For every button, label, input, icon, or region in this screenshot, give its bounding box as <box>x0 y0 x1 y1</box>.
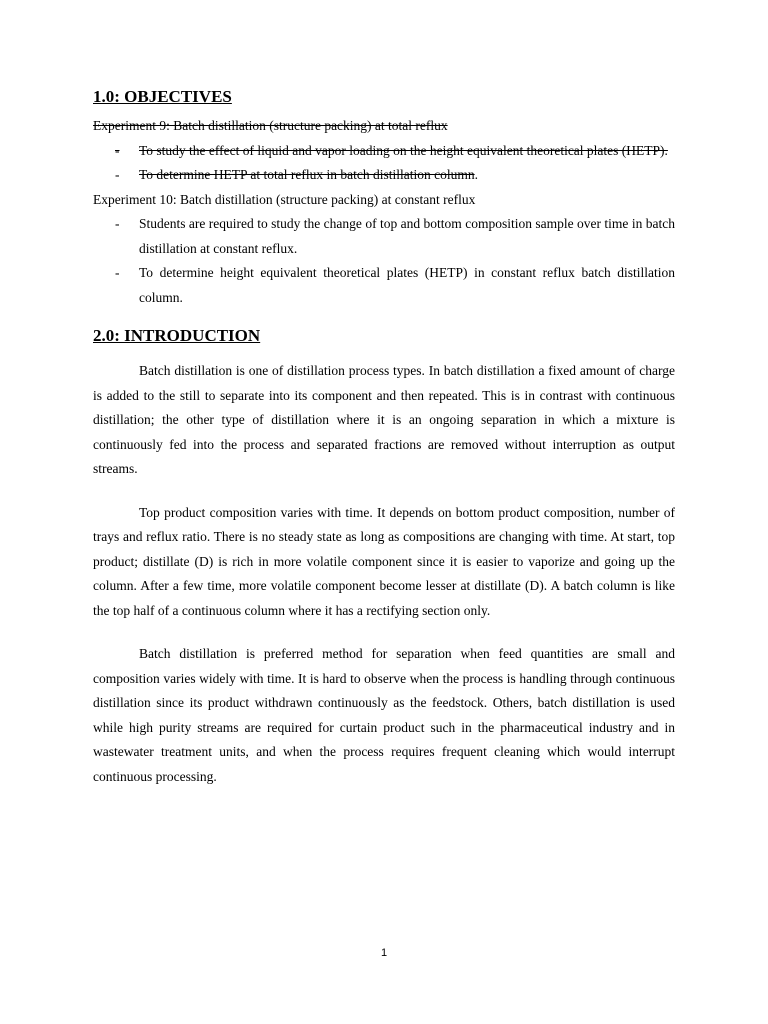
bullet-text: To study the effect of liquid and vapor loading on the height equivalent theoretical plates (HETP). <box>139 142 668 158</box>
bullet-period: . <box>474 167 478 182</box>
bullet-text: To determine height equivalent theoretical plates (HETP) in constant reflux batch distillation column. <box>139 265 675 305</box>
experiment-10-title: Experiment 10: Batch distillation (structure packing) at constant reflux <box>93 191 476 207</box>
bullet-dash: - <box>115 167 120 182</box>
intro-paragraph-2: Top product composition varies with time. It depends on bottom product composition, number of trays and reflux ratio. There is no steady state as long as compositions are changing with time. At start, top product; distillate (D) is rich in more volatile component since it is easier to vaporize and going up the column. After a few time, more volatile component become lesser at distillate (D). A batch column is like the top half of a continuous column where it has a rectifying section only. <box>93 504 675 618</box>
experiment-10-bullet-2 <box>93 261 675 310</box>
introduction-heading: 2.0: INTRODUCTION <box>93 326 261 345</box>
experiment-9-bullet-1 <box>93 139 675 164</box>
page-number: 1 <box>380 947 388 959</box>
intro-paragraph-3: Batch distillation is preferred method for separation when feed quantities are small and composition varies widely with time. It is hard to observe when the process is handling through continuous distillation since its product withdrawn continuously as the feedstock. Others, batch distillation is used while high purity streams are required for curtain product such in the pharmaceutical industry and in wastewater treatment units, and when the process requires frequent cleaning which would interrupt continuous processing. <box>93 646 675 784</box>
bullet-dash: - <box>115 265 120 280</box>
objectives-heading: 1.0: OBJECTIVES <box>93 87 232 106</box>
bullet-text: To determine HETP at total reflux in batch distillation column <box>139 167 475 182</box>
bullet-text: Students are required to study the change of top and bottom composition sample over time in batch distillation at constant reflux. <box>139 216 675 256</box>
experiment-9-title: Experiment 9: Batch distillation (structure packing) at total reflux <box>93 118 448 133</box>
experiment-9-bullet-2 <box>93 163 675 188</box>
document-page <box>93 86 675 789</box>
bullet-dash: - <box>115 142 120 158</box>
experiment-10-bullet-1 <box>93 212 675 261</box>
intro-paragraph-1: Batch distillation is one of distillation process types. In batch distillation a fixed amount of charge is added to the still to separate into its component and then repeated. This is in contrast with continuous distillation; the other type of distillation where it is an ongoing separation in which a mixture is continuously fed into the process and separated fractions are removed without interruption as output streams. <box>93 363 675 476</box>
bullet-dash: - <box>115 216 120 231</box>
